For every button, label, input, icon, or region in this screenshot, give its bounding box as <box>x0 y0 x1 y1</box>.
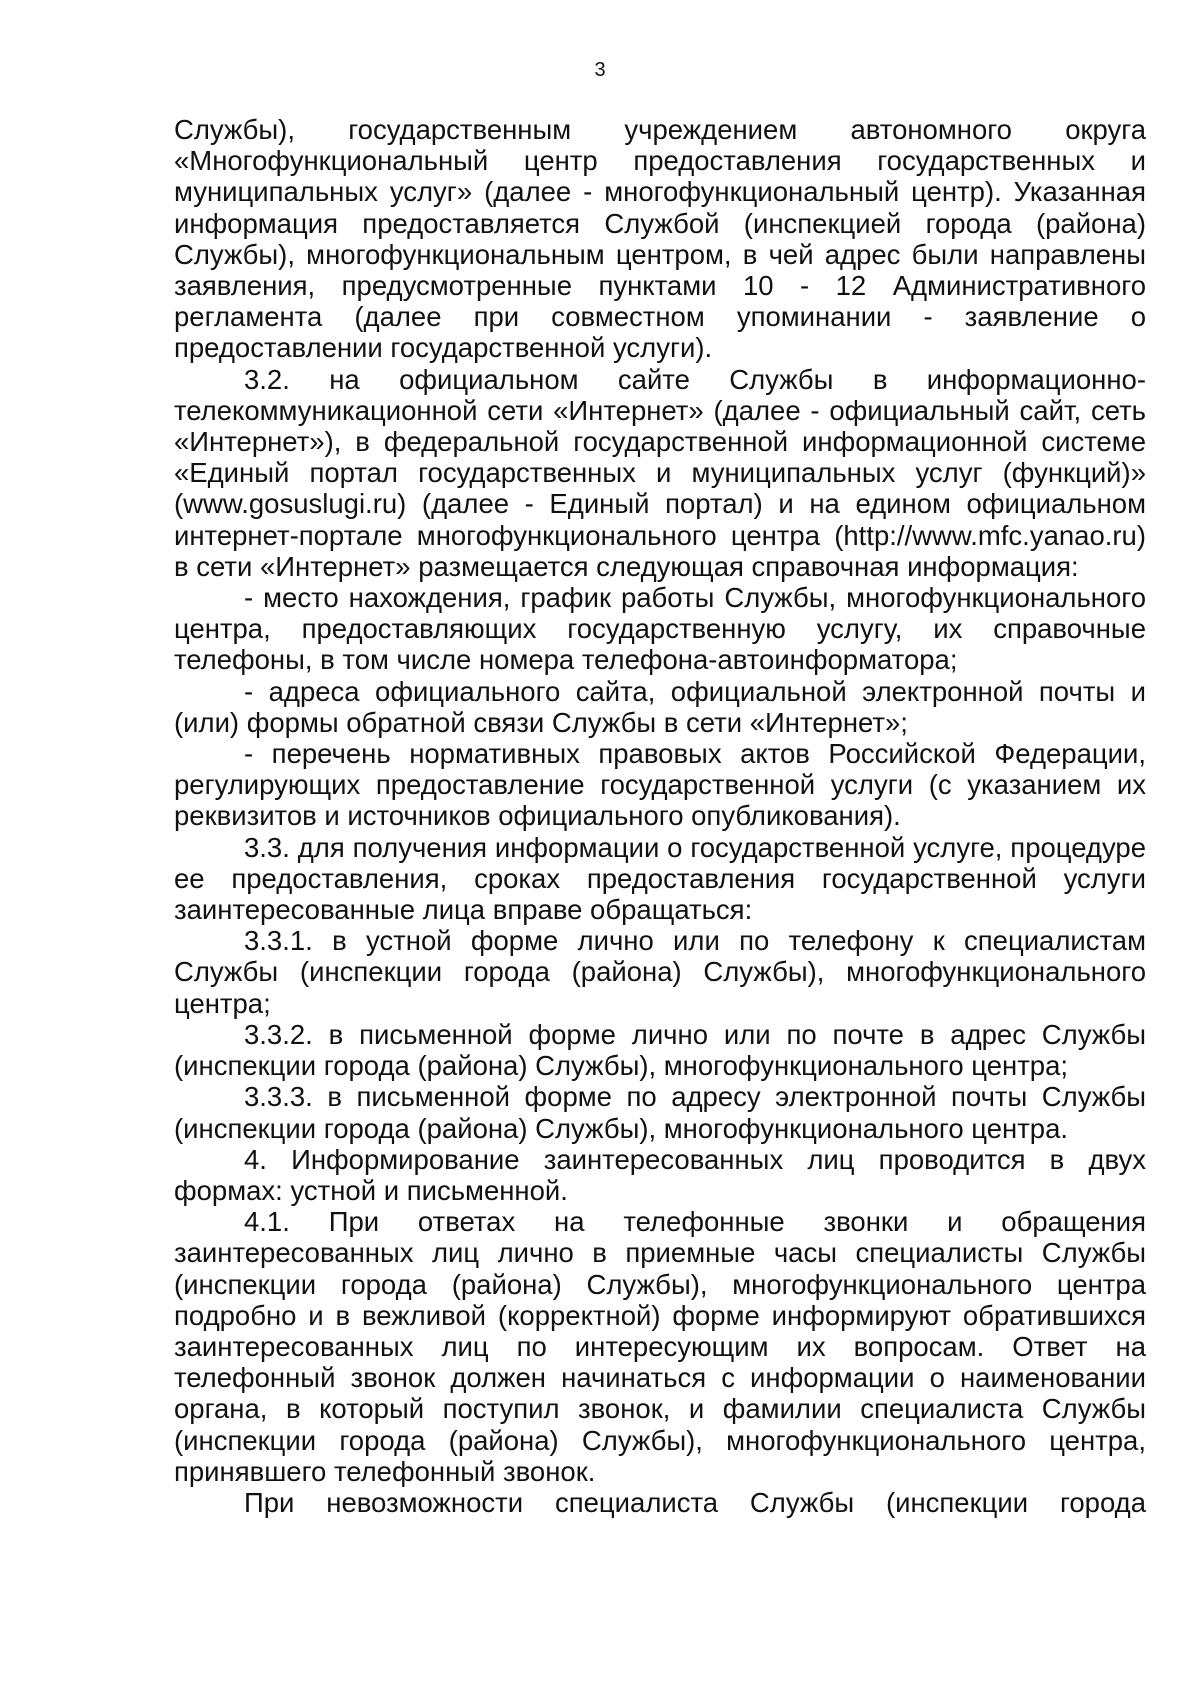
paragraph-3-2: 3.2. на официальном сайте Службы в информационно-телекоммуникационной сети «Интернет» (далее - официальный сайт, сеть «Интернет»), в федеральной государственной информационной системе «Единый портал государственных и муниципальных услуг (функций)» (www.gosuslugi.ru) (далее - Единый портал) и на едином официальном интернет-портале многофункционального центра (http://www.mfc.yanao.ru) в сети «Интернет» размещается следующая справочная информация: <box>174 363 1146 582</box>
paragraph-3-1-continuation: Службы), государственным учреждением автономного округа «Многофункциональный центр предоставления государственных и муниципальных услуг» (далее - многофункциональный центр). Указанная информация предоставляется Службой (инспекцией города (района) Службы), многофункциональным центром, в чей адрес были направлены заявления, предусмотренные пунктами 10 - 12 Административного регламента (далее при совместном упоминании - заявление о предоставлении государственной услуги). <box>174 114 1146 364</box>
paragraph-3-3-2: 3.3.2. в письменной форме лично или по почте в адрес Службы (инспекции города (района) Службы), многофункционального центра; <box>174 1018 1146 1082</box>
paragraph-3-3-1: 3.3.1. в устной форме лично или по телефону к специалистам Службы (инспекции города (района) Службы), многофункционального центра; <box>174 925 1146 1019</box>
list-item-legal-acts: - перечень нормативных правовых актов Российской Федерации, регулирующих предоставление государственной услуги (с указанием их реквизитов и источников официального опубликования). <box>174 738 1146 832</box>
paragraph-4: 4. Информирование заинтересованных лиц проводится в двух формах: устной и письменной. <box>174 1143 1146 1206</box>
paragraph-3-3: 3.3. для получения информации о государственной услуге, процедуре ее предоставления, сроках предоставления государственной услуги заинтересованные лица вправе обращаться: <box>174 831 1146 926</box>
list-item-location-schedule: - место нахождения, график работы Службы, многофункционального центра, предоставляющих государственную услугу, их справочные телефоны, в том числе номера телефона-автоинформатора; <box>174 582 1146 676</box>
paragraph-4-1: 4.1. При ответах на телефонные звонки и обращения заинтересованных лиц лично в приемные часы специалисты Службы (инспекции города (района) Службы), многофункционального центра подробно и в вежливой (корректной) форме информируют обратившихся заинтересованных лиц по интересующим их вопросам. Ответ на телефонный звонок должен начинаться с информации о наименовании органа, в который поступил звонок, и фамилии специалиста Службы (инспекции города (района) Службы), многофункционального центра, принявшего телефонный звонок. <box>174 1206 1146 1487</box>
list-item-website-addresses: - адреса официального сайта, официальной электронной почты и (или) формы обратной связи Службы в сети «Интернет»; <box>174 675 1146 738</box>
paragraph-3-3-3: 3.3.3. в письменной форме по адресу электронной почты Службы (инспекции города (района) Службы), многофункционального центра. <box>174 1081 1146 1144</box>
paragraph-unavailability: При невозможности специалиста Службы (инспекции города <box>244 1486 1146 1518</box>
document-body <box>174 114 1146 1518</box>
page-number: 3 <box>594 59 606 81</box>
